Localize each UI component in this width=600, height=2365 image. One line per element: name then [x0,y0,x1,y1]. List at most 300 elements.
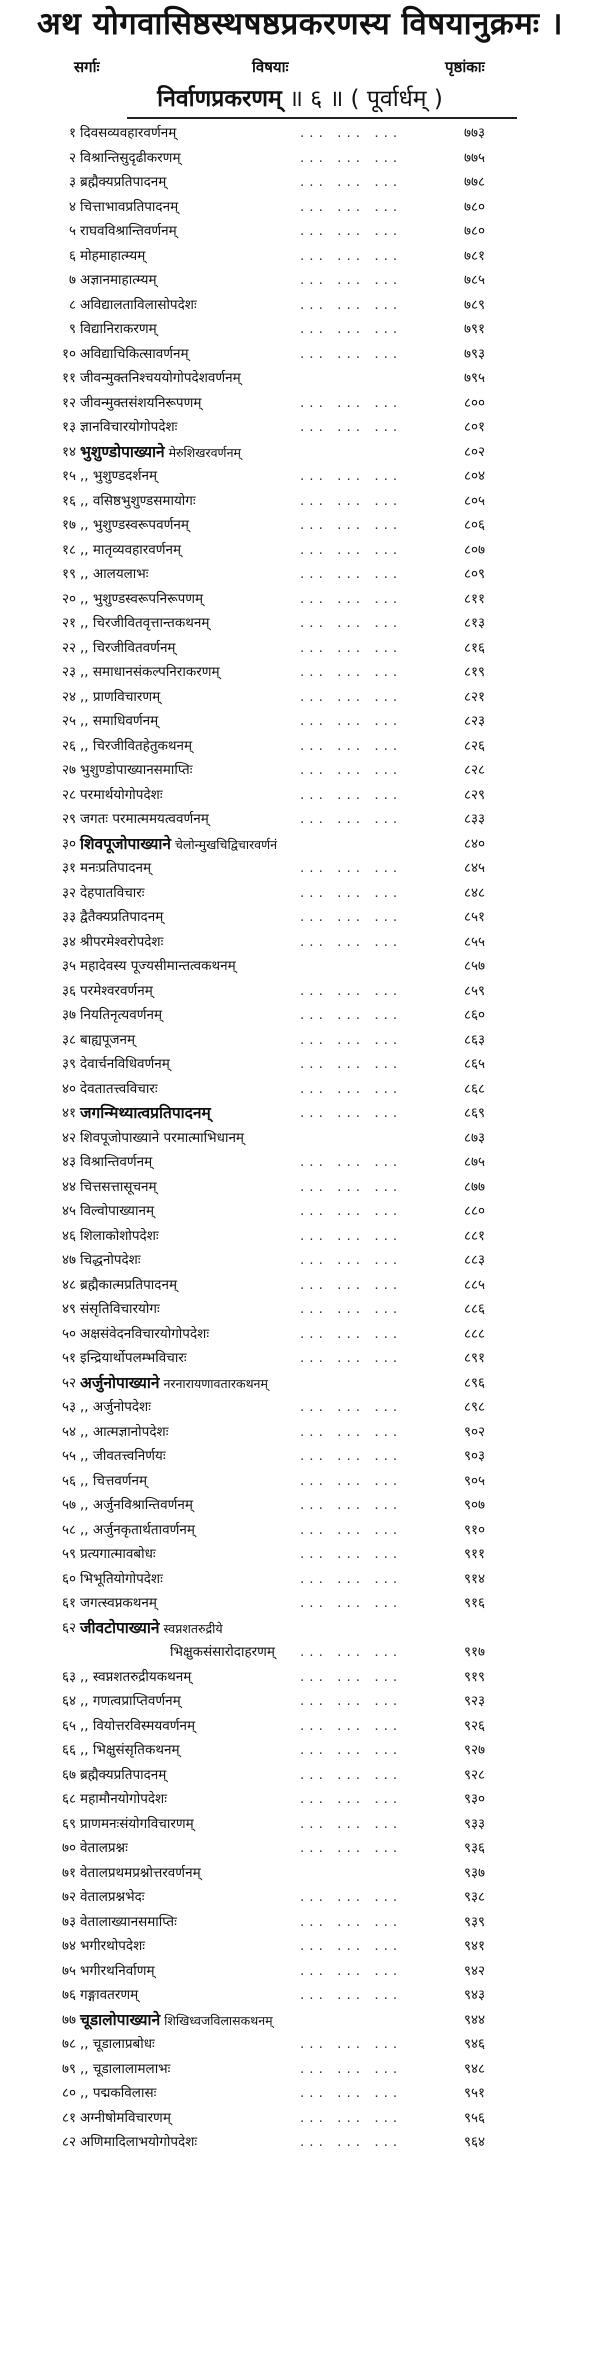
toc-row [0,1395,600,1420]
toc-row [0,1077,600,1102]
toc-row [0,1567,600,1592]
sarga-title [80,1665,191,1690]
toc-row [0,1910,600,1935]
leader-dots: ... ... ... [300,345,403,362]
page-number: ९०२ [463,1423,485,1440]
page-number: ९१४ [463,1570,485,1587]
sarga-title [80,611,209,636]
sarga-title-text: भगीरथोपदेशः [80,1938,145,1954]
leader-dots: ... ... ... [300,1595,403,1611]
sarga-title-text: वेतालप्रश्नः [80,1840,128,1856]
sarga-number: ७७ [61,2011,76,2028]
page-number: ९३८ [463,1889,485,1905]
sarga-number: १८ [61,541,76,558]
sarga-title [80,1273,177,1298]
leader-dots: ... ... ... [300,517,403,533]
sarga-number: १४ [61,443,76,460]
page-number: ८५९ [463,982,485,999]
sarga-number: ५४ [61,1423,76,1440]
sarga-title-text: देवार्चनविधिवर्णनम् [80,1056,170,1072]
sarga-title [80,293,197,318]
toc-row [0,660,600,685]
sarga-number: १६ [61,492,76,509]
leader-dots: ... ... ... [300,321,403,337]
page-title: अथ योगवासिष्ठस्थषष्ठप्रकरणस्य विषयानुक्रमः । [36,6,564,42]
toc-row [0,195,600,220]
page-number: ७९५ [463,370,485,386]
toc-row [0,513,600,538]
page-number: ८१३ [463,615,485,631]
sarga-title [80,464,157,489]
toc-row [0,1248,600,1273]
page-number: ९४८ [463,2060,485,2077]
sarga-title [80,954,236,979]
sarga-title-text: विश्रान्तिवर्णनम् [80,1154,153,1170]
page-number: ७८९ [463,296,485,313]
sarga-title [80,881,145,906]
page-number: ९१६ [463,1595,485,1611]
leader-dots: ... ... ... [300,688,403,705]
leader-dots: ... ... ... [300,2134,403,2150]
sarga-number: ३१ [61,860,76,876]
sarga-number: ६९ [61,1815,76,1832]
sarga-title [80,1787,167,1812]
toc-row [0,1616,600,1641]
toc-row [0,1003,600,1028]
toc-row [0,1052,600,1077]
page-number: ९५६ [463,2109,485,2126]
contents-list [0,121,600,2155]
page-number: ९४१ [463,1938,485,1954]
sarga-title-text: चिद्धनोपदेशः [80,1252,141,1268]
leader-dots: ... ... ... [300,272,403,288]
page-number: ८७३ [463,1129,485,1146]
leader-dots: ... ... ... [300,1644,403,1660]
sarga-title [80,2057,170,2082]
sarga-number: २० [61,590,76,607]
toc-row [0,1812,600,1837]
page-number: ८८१ [463,1227,485,1244]
toc-row [0,538,600,563]
sarga-title-text: वेतालाख्यानसमाप्तिः [80,1913,177,1930]
sarga-title [80,1885,144,1910]
sarga-title [80,146,181,171]
page-number: ८७५ [463,1154,485,1170]
sarga-title [80,268,157,293]
sarga-title-text: ,, स्वप्नशतरुद्रीयकथनम् [80,1668,192,1685]
page-number: ९०५ [463,1472,485,1489]
sarga-title [80,1812,194,1837]
sarga-title [80,195,178,220]
sarga-title-text: चित्तसत्तासूचनम् [80,1178,157,1195]
page-number: ८०२ [463,443,485,460]
sarga-title-text: ,, गणत्वप्राप्तिवर्णनम् [80,1693,181,1709]
sarga-title [80,170,166,195]
sarga-title-text: श्रीपरमेश्वरोपदेशः [80,933,164,950]
page-number: ८२३ [463,713,485,729]
column-header-sarga: सर्गाः [74,58,100,76]
sarga-title-text: ,, आत्मज्ञानोपदेशः [80,1423,169,1440]
sarga-title-text: विद्यानिराकरणम् [80,321,157,337]
page-number: ८०७ [463,541,485,558]
leader-dots: ... ... ... [300,1252,403,1268]
page-number: ८२९ [463,786,485,803]
leader-dots: ... ... ... [300,615,403,631]
sarga-title [80,1861,201,1886]
page-number: ७९१ [463,321,485,337]
page-number: ८१६ [463,639,485,656]
sarga-title-text: महादेवस्य पूज्यसीमान्तत्वकथनम् [80,958,236,974]
sarga-number: ३३ [61,909,76,925]
leader-dots: ... ... ... [300,909,403,925]
page-number: ७७३ [463,125,485,141]
sarga-number: ८ [68,296,76,313]
sarga-title [80,856,151,881]
sarga-number: ५ [68,223,76,239]
page-number: ८०४ [463,468,485,484]
page-number: ९१९ [463,1668,485,1685]
leader-dots: ... ... ... [300,1056,403,1072]
toc-row [0,464,600,489]
sarga-number: ७६ [61,1987,76,2003]
sarga-title-text: ,, चिरजीवितहेतुकथनम् [80,737,193,754]
toc-row [0,391,600,416]
sarga-title-text: परमेश्वरवर्णनम् [80,982,153,999]
toc-row [0,1199,600,1224]
toc-row [0,440,600,465]
sarga-title [80,832,277,858]
page-number: ९०३ [463,1448,485,1464]
toc-row [0,2008,600,2033]
toc-row [0,1738,600,1763]
leader-dots: ... ... ... [300,1178,403,1195]
page-number: ९६४ [463,2134,485,2150]
sarga-title [80,415,177,440]
leader-dots: ... ... ... [300,2036,403,2052]
leader-dots: ... ... ... [300,1546,403,1562]
sarga-title [80,979,153,1004]
sarga-title-text: जगन्मिथ्यात्वप्रतिपादनम् [80,1104,211,1122]
sarga-title [80,2081,156,2106]
sarga-title-text: ,, चिरजीवितवर्णनम् [80,639,176,656]
sarga-title-text: प्राणमनःसंयोगविचारणम् [80,1815,194,1832]
sarga-number: ३८ [61,1031,76,1048]
toc-row [0,1273,600,1298]
sarga-title-text: चूडालोपाख्याने [80,2010,161,2029]
sarga-title-text: संसृतिविचारयोगः [80,1301,160,1317]
sarga-number: ३९ [61,1056,76,1072]
page-number: ८०१ [463,419,485,435]
sarga-number: २४ [61,688,76,705]
page-number: ८९८ [463,1399,485,1415]
sarga-title [80,2130,197,2155]
sarga-title [80,783,163,808]
toc-row [0,1983,600,2008]
sarga-title-text: भुशुण्डोपाख्याने [80,442,165,461]
sarga-title-text: ,, भिक्षुसंसृतिकथनम् [80,1742,180,1758]
sarga-number: ५६ [61,1472,76,1489]
leader-dots: ... ... ... [300,541,403,558]
page-number: ७७८ [463,174,485,190]
sarga-number: ३० [61,835,76,852]
sarga-number: ६५ [61,1717,76,1734]
leader-dots: ... ... ... [300,2060,403,2077]
page-number: ९४२ [463,1962,485,1979]
toc-row [0,219,600,244]
sarga-title [80,1175,157,1200]
sarga-title-text: अविद्यालताविलासोपदेशः [80,296,197,313]
sarga-title-text: अज्ञानमाहात्म्यम् [80,272,157,288]
page-number: ९२८ [463,1766,485,1783]
sarga-title [80,660,220,685]
toc-row [0,1885,600,1910]
sarga-number: ५२ [61,1374,76,1391]
toc-row [0,611,600,636]
sarga-title [80,1126,244,1151]
sarga-number: ७८ [61,2036,76,2052]
page-number: ८८८ [463,1325,485,1342]
page-number: ८११ [463,590,485,607]
leader-dots: ... ... ... [300,174,403,190]
sarga-title-text: ,, समाधानसंकल्पनिराकरणम् [80,664,220,680]
leader-dots: ... ... ... [300,1938,403,1954]
toc-row [0,366,600,391]
sarga-title-text: भिक्षुकसंसारोदाहरणम् [170,1644,275,1660]
sarga-title [80,1420,168,1445]
sarga-number: १५ [61,468,76,484]
sarga-number: ५९ [61,1546,76,1562]
sarga-number: ३२ [61,884,76,901]
sarga-title-text: ब्रह्मैक्यप्रतिपादनम् [80,174,167,190]
sarga-title [80,1959,155,1984]
page-number: ९१० [463,1521,485,1538]
toc-row [0,1665,600,1690]
sarga-number: ७२ [61,1889,76,1905]
page-number: ८४० [463,835,485,852]
sarga-title [80,1052,170,1077]
leader-dots: ... ... ... [300,468,403,484]
sarga-number: २८ [61,786,76,803]
sarga-title-text: राघवविश्रान्तिवर्णनम् [80,223,177,239]
page-number: ९४३ [463,1987,485,2003]
sarga-number: १० [61,345,76,362]
page-number: ९४६ [463,2036,485,2052]
sarga-number: २२ [61,639,76,656]
toc-row [0,489,600,514]
sarga-number: १२ [61,394,76,411]
sarga-number: ४७ [61,1252,76,1268]
sarga-title [80,1689,181,1714]
sarga-title [80,1934,145,1959]
sarga-number: ६७ [61,1766,76,1783]
sarga-title [80,709,158,734]
sarga-title [80,734,192,759]
toc-row [0,1787,600,1812]
sarga-number: ८० [61,2085,76,2101]
leader-dots: ... ... ... [300,762,403,778]
sarga-title [80,513,189,538]
sarga-title [80,905,163,930]
toc-row [0,1518,600,1543]
toc-row [0,2130,600,2155]
sarga-title-text: ,, चिरजीवितवृत्तान्तकथनम् [80,615,210,631]
page-number: ८०० [463,394,485,411]
sarga-title [80,1150,152,1175]
leader-dots: ... ... ... [300,1791,403,1807]
sarga-title-text: भगीरथनिर्वाणम् [80,1962,155,1979]
toc-row [0,2081,600,2106]
leader-dots: ... ... ... [300,296,403,313]
leader-dots: ... ... ... [300,1766,403,1783]
sarga-title-text: शिलाकोशोपदेशः [80,1227,159,1244]
sarga-title [80,489,196,514]
sarga-title-text: मनःप्रतिपादनम् [80,860,152,876]
toc-row [0,1640,600,1665]
leader-dots: ... ... ... [300,1987,403,2003]
sarga-title [80,636,176,661]
sarga-number: ७५ [61,1962,76,1979]
sarga-title-text: जगत्स्वप्नकथनम् [80,1595,157,1611]
leader-dots: ... ... ... [300,786,403,803]
leader-dots: ... ... ... [300,1080,403,1097]
sarga-title-text: विल्वोपाख्यानम् [80,1203,155,1219]
section-name: निर्वाणप्रकरणम् [157,86,282,112]
toc-row [0,1836,600,1861]
sarga-title [80,1371,268,1397]
toc-row [0,1714,600,1739]
sarga-title-text: ,, भुशुण्डदर्शनम् [80,468,158,484]
sarga-title [80,391,201,416]
sarga-title-text: ,, जीवतत्त्वनिर्णयः [80,1448,166,1464]
page-number: ९३९ [463,1913,485,1930]
leader-dots: ... ... ... [300,1227,403,1244]
leader-dots: ... ... ... [300,737,403,754]
sarga-number: ५८ [61,1521,76,1538]
sarga-number: १९ [61,566,76,582]
leader-dots: ... ... ... [300,1889,403,1905]
sarga-number: २५ [61,713,76,729]
leader-dots: ... ... ... [300,1448,403,1464]
page-number: ८०९ [463,566,485,582]
page-number: ७८१ [463,247,485,264]
sarga-subtitle: स्वप्नशतरुद्रीये [159,1620,223,1636]
sarga-subtitle: मेरुशिखरवर्णनम् [164,444,242,460]
toc-row [0,1959,600,1984]
page-number: ८०५ [463,492,485,509]
leader-dots: ... ... ... [300,884,403,901]
sarga-title [80,1224,159,1249]
toc-row [0,1297,600,1322]
sarga-title-text: ,, प्राणविचारणम् [80,688,161,705]
sarga-title [80,121,176,146]
sarga-subtitle: चेलोन्मुखचिद्विचारवर्णनं [171,836,278,852]
section-suffix: ॥ ६ ॥ ( पूर्वार्धम् ) [289,86,443,112]
toc-row [0,1224,600,1249]
sarga-title-text: परमार्थयोगोपदेशः [80,786,163,803]
leader-dots: ... ... ... [300,1962,403,1979]
sarga-number: ५५ [61,1448,76,1464]
toc-row [0,709,600,734]
sarga-title-text: अर्जुनोपाख्याने [80,1373,160,1392]
sarga-title [80,587,203,612]
sarga-title [80,1297,160,1322]
leader-dots: ... ... ... [300,247,403,264]
page-number: ८८३ [463,1252,485,1268]
page-number: ८४८ [463,884,485,901]
leader-dots: ... ... ... [300,1570,403,1587]
toc-row [0,1150,600,1175]
sarga-title-text: ,, अर्जुनकृतार्थतावर्णनम् [80,1521,195,1538]
leader-dots: ... ... ... [300,1717,403,1734]
sarga-title [80,1983,138,2008]
sarga-title-text: अक्षसंवेदनविचारयोगोपदेशः [80,1325,210,1342]
sarga-number: ३४ [61,933,76,950]
sarga-title-text: ,, पद्मकविलासः [80,2085,157,2101]
leader-dots: ... ... ... [300,1399,403,1415]
leader-dots: ... ... ... [300,1031,403,1048]
sarga-title-text: अविद्याचिकित्सावर्णनम् [80,345,189,362]
toc-row [0,832,600,857]
page-number: ९३० [463,1791,485,1807]
page-number: ७८० [463,223,485,239]
leader-dots: ... ... ... [300,1423,403,1440]
toc-row [0,979,600,1004]
page-number: ८६३ [463,1031,485,1048]
sarga-number: २९ [61,811,76,827]
toc-row [0,587,600,612]
page-number: ८६० [463,1007,485,1023]
toc-row [0,685,600,710]
sarga-number: ४ [68,198,76,215]
page-number: ८९१ [463,1350,485,1366]
toc-row [0,293,600,318]
toc-row [0,1934,600,1959]
sarga-number: ३ [68,174,76,190]
sarga-title [80,2008,273,2034]
page-number: ८६५ [463,1056,485,1072]
sarga-title [80,342,189,367]
leader-dots: ... ... ... [300,394,403,411]
leader-dots: ... ... ... [300,1472,403,1489]
sarga-title-text: जीवन्मुक्तसंशयनिरूपणम् [80,394,202,411]
page-number: ८३३ [463,811,485,827]
sarga-number: २ [68,149,76,166]
sarga-title [80,366,241,391]
sarga-title-text: महामौनयोगोपदेशः [80,1791,167,1807]
toc-row [0,1469,600,1494]
page-number: ८२६ [463,737,485,754]
page-number: ९१७ [463,1644,485,1660]
toc-row [0,1101,600,1126]
sarga-title-text: नियतिनृत्यवर्णनम् [80,1007,163,1023]
toc-row [0,1346,600,1371]
sarga-title-text: प्रत्यगात्मावबोधः [80,1546,156,1562]
leader-dots: ... ... ... [300,811,403,827]
leader-dots: ... ... ... [300,590,403,607]
toc-row [0,905,600,930]
sarga-number: १ [68,125,76,141]
sarga-title-text: अग्नीषोमविचारणम् [80,2109,171,2126]
leader-dots: ... ... ... [300,1840,403,1856]
page-number: ८०६ [463,517,485,533]
page-number: ८४५ [463,860,485,876]
sarga-number: ६४ [61,1693,76,1709]
sarga-title [80,1395,151,1420]
sarga-title [80,1248,141,1273]
sarga-title [80,1591,157,1616]
toc-row [0,562,600,587]
page-number: ९२३ [463,1693,485,1709]
